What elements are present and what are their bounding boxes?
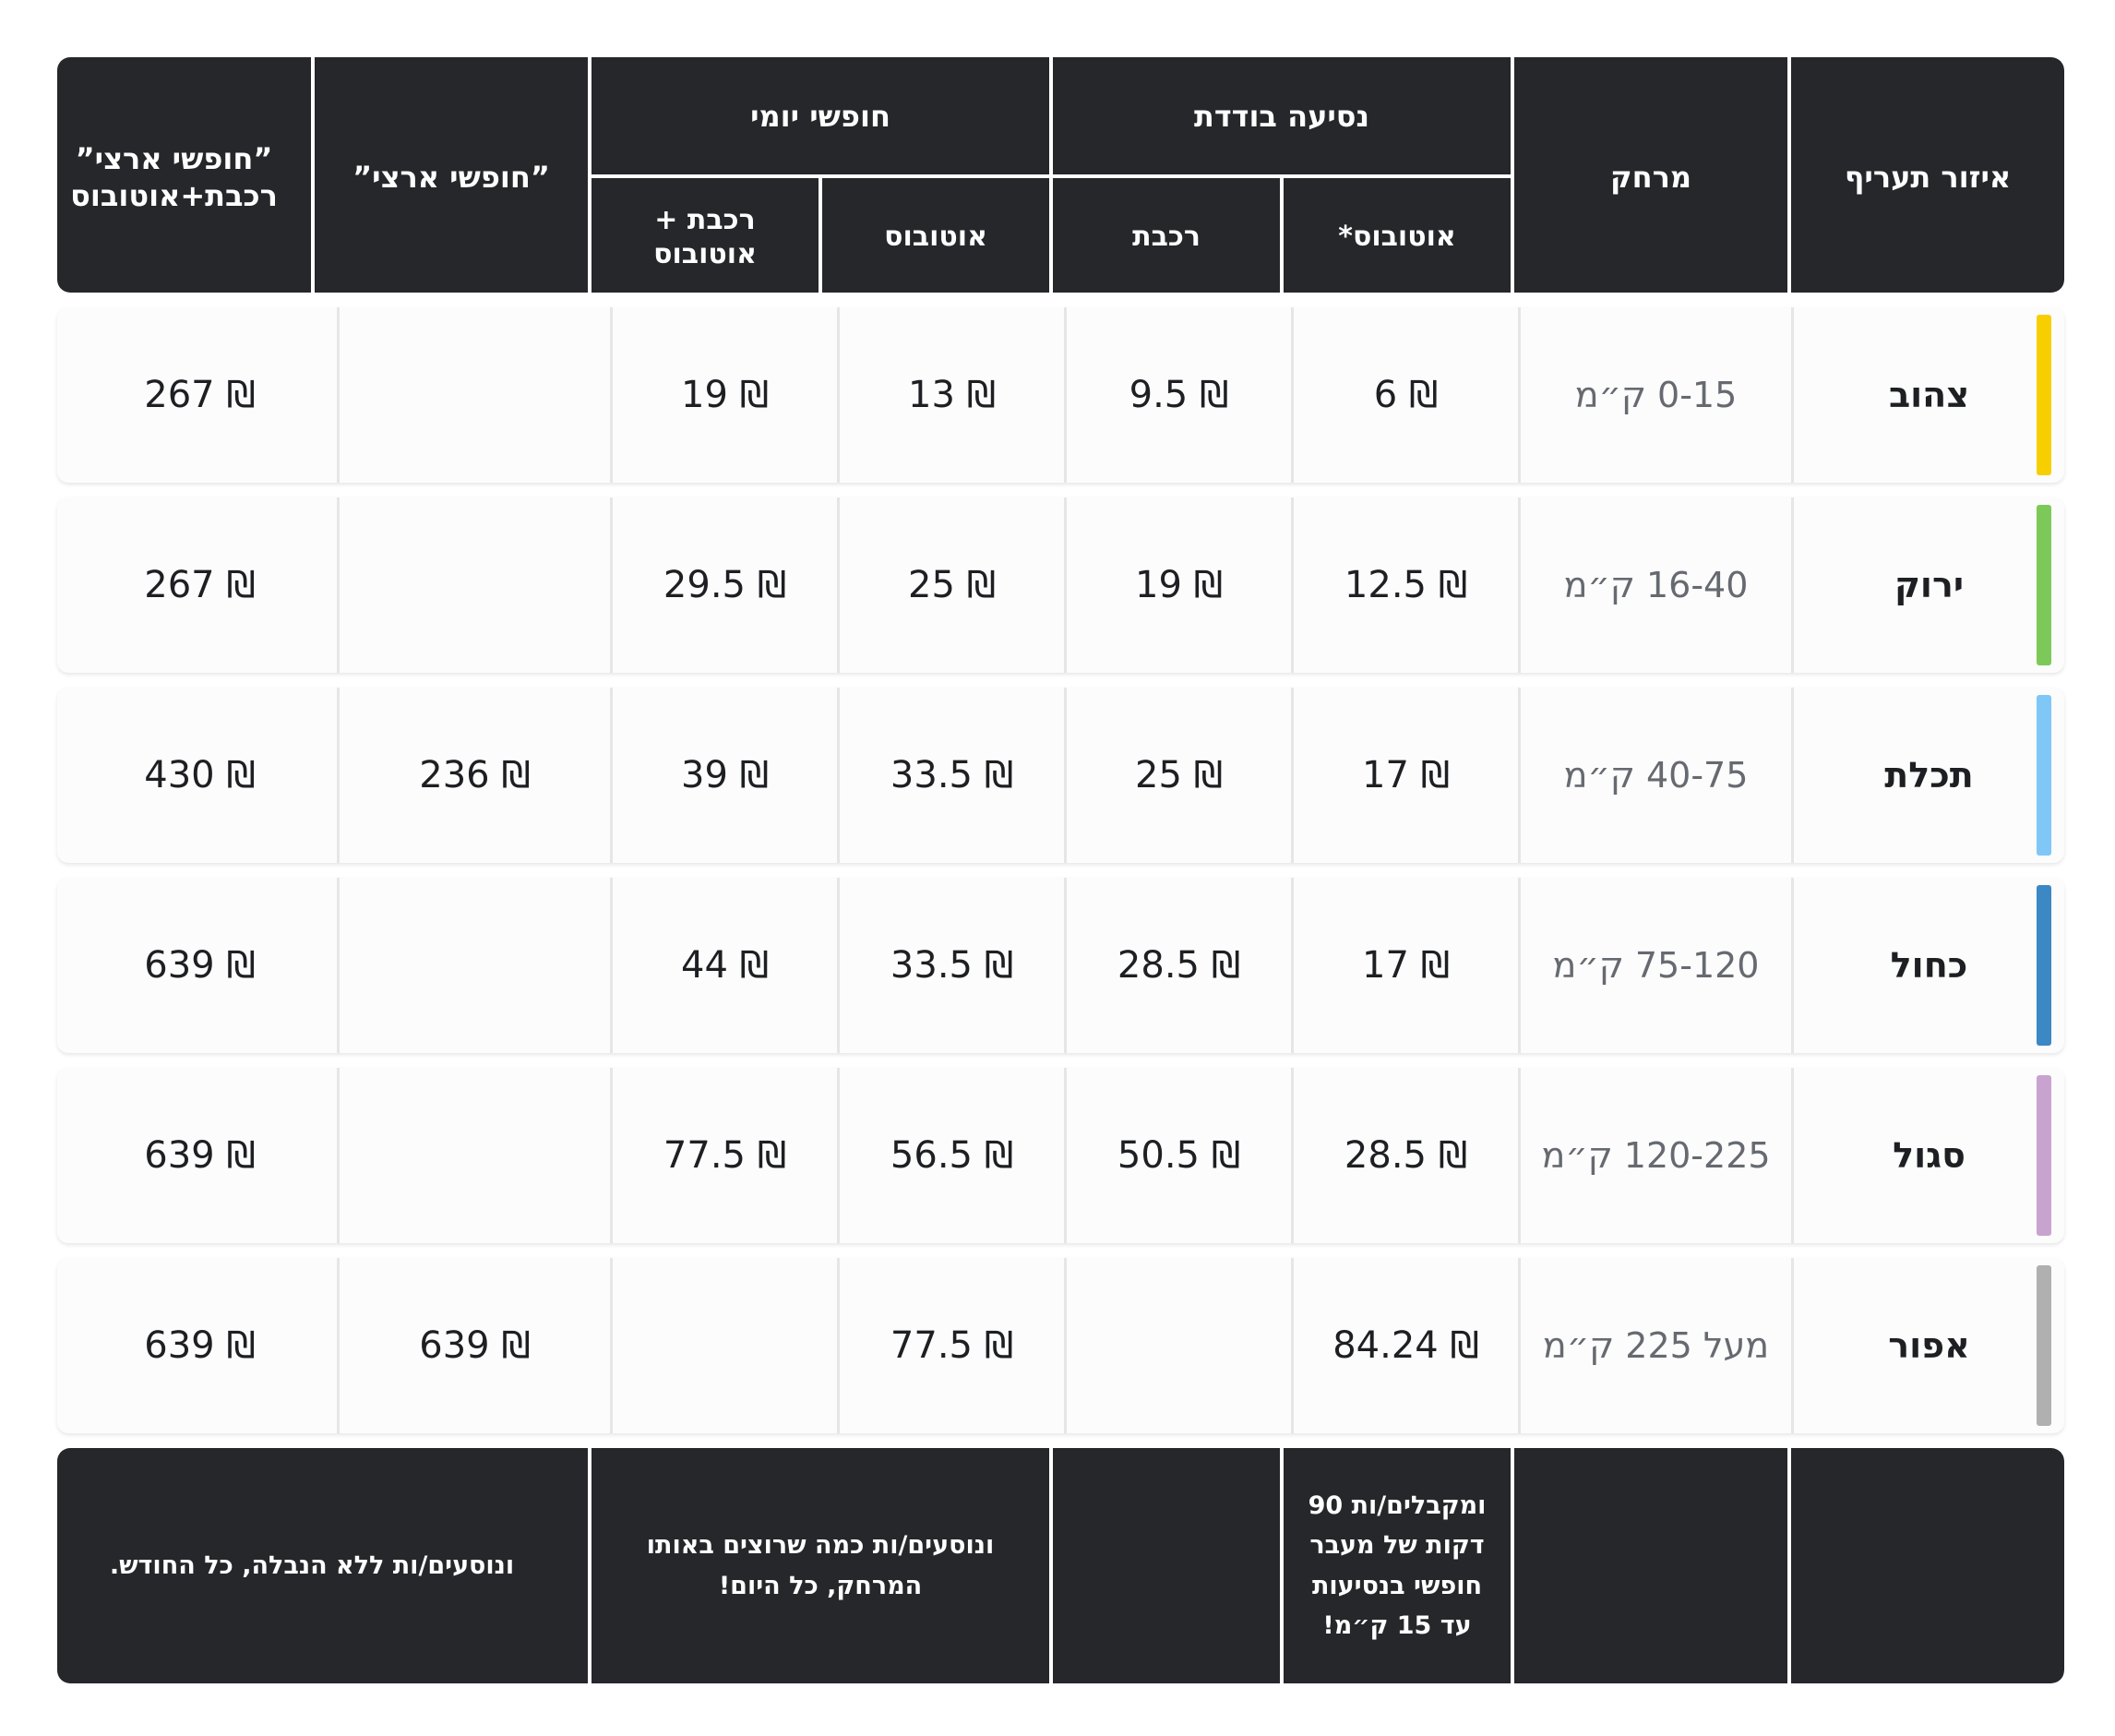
zone-name: כחול <box>1890 945 1968 986</box>
distance-cell: 120-225 ק״מ <box>1518 1068 1791 1243</box>
national-free-combo-price: 267 ₪ <box>144 564 256 606</box>
table-footer <box>57 1448 2064 1683</box>
table-row <box>57 878 2064 1053</box>
header-zone: איזור תעריף <box>1791 57 2064 293</box>
zone-color-bar <box>2037 505 2051 665</box>
header-single-bus: אוטובוס* <box>1284 178 1511 293</box>
zone-cell <box>1791 307 2064 483</box>
header-distance: מרחק <box>1514 57 1787 293</box>
daily-bus-price: 33.5 ₪ <box>837 878 1064 1053</box>
single-train-price: 50.5 ₪ <box>1064 1068 1291 1243</box>
zone-cell <box>1791 688 2064 863</box>
single-train-price <box>1064 1258 1291 1433</box>
national-free-combo-price: 430 ₪ <box>144 754 256 796</box>
national-free-combo-price: 639 ₪ <box>144 1324 256 1367</box>
distance-cell: 40-75 ק״מ <box>1518 688 1791 863</box>
zone-cell <box>1791 497 2064 673</box>
footer-zone-cell <box>1791 1448 2064 1683</box>
daily-train-bus-price: 19 ₪ <box>610 307 837 483</box>
zone-color-bar <box>2037 1075 2051 1236</box>
footer-transfer-note: ומקבלים/ות 90 דקות של מעבר חופשי בנסיעות עד 15 ק״מ! <box>1284 1448 1511 1683</box>
header-national-free-combo-line2: רכבת+אוטובוס <box>70 177 278 213</box>
distance-cell: מעל 225 ק״מ <box>1518 1258 1791 1433</box>
distance-cell: 75-120 ק״מ <box>1518 878 1791 1053</box>
footer-daily-note: ונוסעים/ות כמה שרוצים באותו המרחק, כל היום! <box>591 1448 1049 1683</box>
single-bus-price: 17 ₪ <box>1291 688 1518 863</box>
daily-train-bus-price <box>610 1258 837 1433</box>
single-train-price: 9.5 ₪ <box>1064 307 1291 483</box>
single-bus-price: 17 ₪ <box>1291 878 1518 1053</box>
table-row <box>57 497 2064 673</box>
daily-bus-price: 13 ₪ <box>837 307 1064 483</box>
header-national-free: ”חופשי ארצי” <box>315 57 588 293</box>
daily-bus-price: 33.5 ₪ <box>837 688 1064 863</box>
zone-color-bar <box>2037 885 2051 1046</box>
daily-train-bus-price: 44 ₪ <box>610 878 837 1053</box>
zone-name: אפור <box>1888 1325 1970 1366</box>
header-national-free-combo-line1: ”חופשי ארצי” <box>75 140 273 176</box>
zone-cell <box>1791 878 2064 1053</box>
footer-monthly-note: ונוסעים/ות ללא הנבלה, כל החודש. <box>57 1448 588 1683</box>
zone-name: סגול <box>1893 1135 1966 1176</box>
national-free-combo-price: 267 ₪ <box>144 374 256 416</box>
table-row <box>57 307 2064 483</box>
daily-train-bus-price: 39 ₪ <box>610 688 837 863</box>
table-row <box>57 1258 2064 1433</box>
daily-bus-price: 25 ₪ <box>837 497 1064 673</box>
national-free-price <box>337 307 610 483</box>
national-free-combo-price: 639 ₪ <box>144 1134 256 1177</box>
header-single-ride: נסיעה בודדת <box>1053 57 1511 174</box>
distance-cell: 16-40 ק״מ <box>1518 497 1791 673</box>
daily-train-bus-price: 29.5 ₪ <box>610 497 837 673</box>
footer-distance-cell <box>1514 1448 1787 1683</box>
table-row <box>57 1068 2064 1243</box>
zone-color-bar <box>2037 1265 2051 1426</box>
national-free-price: 236 ₪ <box>337 688 610 863</box>
zone-cell <box>1791 1258 2064 1433</box>
header-daily-train-bus-line1: רכבת + <box>654 203 756 236</box>
header-daily-train-bus <box>591 178 819 293</box>
single-bus-price: 84.24 ₪ <box>1291 1258 1518 1433</box>
table-row <box>57 688 2064 863</box>
zone-name: תכלת <box>1884 755 1974 796</box>
single-train-price: 19 ₪ <box>1064 497 1291 673</box>
zone-color-bar <box>2037 315 2051 475</box>
single-bus-price: 28.5 ₪ <box>1291 1068 1518 1243</box>
fare-table <box>57 57 2064 1683</box>
header-single-train: רכבת <box>1053 178 1280 293</box>
header-daily-bus: אוטובוס <box>822 178 1049 293</box>
national-free-price <box>337 497 610 673</box>
single-train-price: 25 ₪ <box>1064 688 1291 863</box>
national-free-price <box>337 878 610 1053</box>
distance-cell: 0-15 ק״מ <box>1518 307 1791 483</box>
single-bus-price: 12.5 ₪ <box>1291 497 1518 673</box>
zone-color-bar <box>2037 695 2051 856</box>
header-national-free-combo <box>57 57 311 293</box>
table-header <box>57 57 2064 293</box>
footer-single-train-cell <box>1053 1448 1280 1683</box>
daily-train-bus-price: 77.5 ₪ <box>610 1068 837 1243</box>
national-free-combo-price: 639 ₪ <box>144 944 256 987</box>
zone-name: ירוק <box>1894 565 1965 605</box>
national-free-price: 639 ₪ <box>337 1258 610 1433</box>
zone-cell <box>1791 1068 2064 1243</box>
daily-bus-price: 56.5 ₪ <box>837 1068 1064 1243</box>
single-bus-price: 6 ₪ <box>1291 307 1518 483</box>
single-train-price: 28.5 ₪ <box>1064 878 1291 1053</box>
header-daily-free: חופשי יומי <box>591 57 1049 174</box>
national-free-price <box>337 1068 610 1243</box>
daily-bus-price: 77.5 ₪ <box>837 1258 1064 1433</box>
zone-name: צהוב <box>1888 375 1970 415</box>
header-daily-train-bus-line2: אוטובוס <box>653 238 757 270</box>
